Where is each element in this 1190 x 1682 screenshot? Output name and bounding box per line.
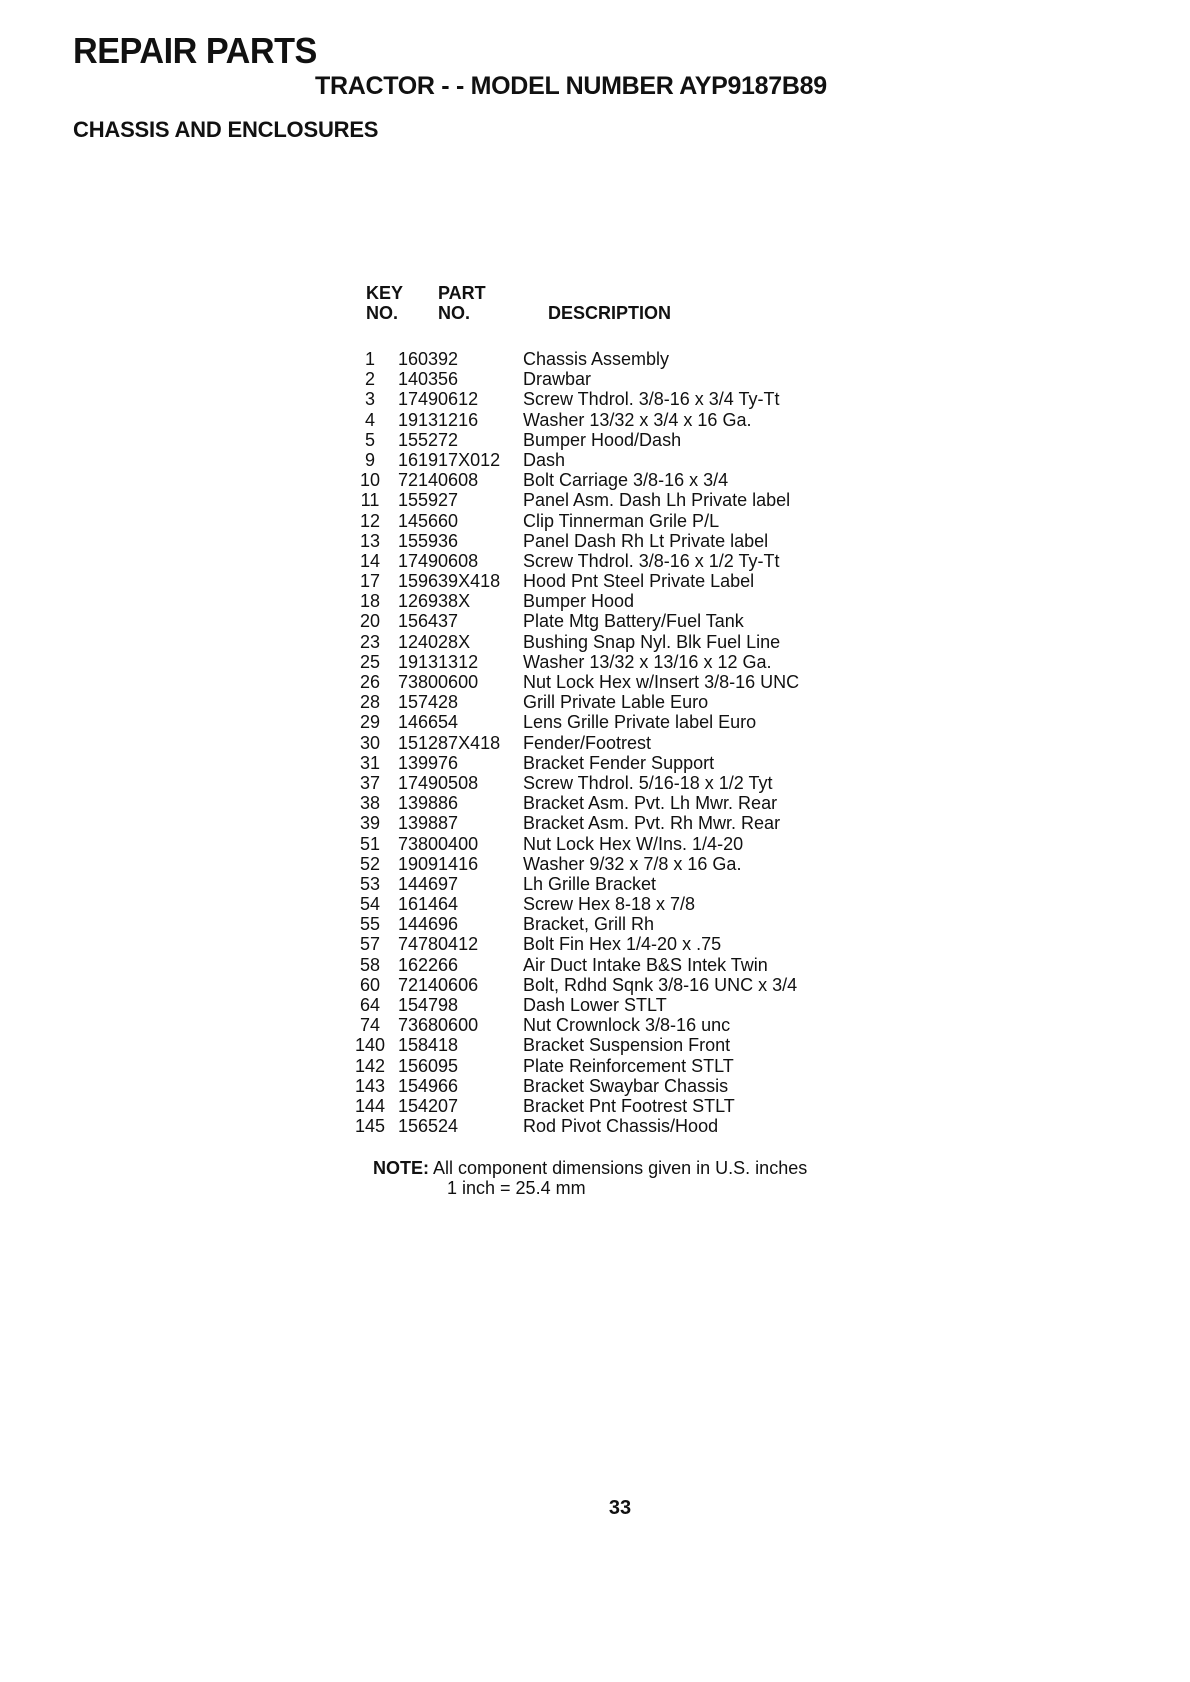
description-cell: Screw Thdrol. 5/16-18 x 1/2 Tyt [523, 772, 773, 793]
part-no-cell: 144697 [398, 873, 459, 894]
table-row [348, 672, 908, 692]
key-no-cell: 54 [359, 894, 381, 915]
part-no-header: PART NO. [438, 283, 486, 323]
note-line2: 1 inch = 25.4 mm [447, 1178, 586, 1198]
table-row [348, 834, 908, 854]
parts-list [348, 349, 908, 1136]
part-no-cell: 154207 [398, 1095, 459, 1116]
description-cell: Plate Reinforcement STLT [523, 1055, 734, 1076]
section-heading: CHASSIS AND ENCLOSURES [73, 117, 379, 142]
description-cell: Screw Hex 8-18 x 7/8 [523, 894, 696, 915]
description-cell: Clip Tinnerman Grile P/L [523, 510, 720, 531]
key-no-cell: 13 [359, 530, 381, 551]
table-row [348, 349, 908, 369]
description-cell: Dash [523, 449, 566, 470]
part-no-cell: 146654 [398, 712, 459, 733]
key-no-cell: 26 [359, 672, 381, 692]
key-no-cell: 143 [354, 1075, 386, 1096]
part-no-cell: 72140608 [398, 470, 479, 491]
table-row [348, 1096, 908, 1116]
table-row [348, 934, 908, 954]
key-no-cell: 11 [360, 490, 380, 511]
table-row [348, 955, 908, 975]
description-cell: Plate Mtg Battery/Fuel Tank [523, 611, 744, 632]
part-no-cell: 155936 [398, 530, 459, 551]
description-cell: Bracket Fender Support [523, 752, 715, 773]
description-cell: Bolt, Rdhd Sqnk 3/8-16 UNC x 3/4 [523, 974, 798, 995]
table-row [348, 773, 908, 793]
description-cell: Bolt Carriage 3/8-16 x 3/4 [523, 470, 729, 491]
key-no-cell: 14 [359, 550, 381, 571]
part-no-cell: 145660 [398, 510, 459, 531]
part-no-cell: 17490612 [398, 389, 479, 410]
key-no-cell: 9 [364, 449, 375, 470]
table-row [348, 450, 908, 470]
key-no-cell: 29 [359, 712, 381, 733]
part-no-cell: 161917X012 [398, 449, 501, 470]
key-no-cell: 142 [354, 1055, 386, 1076]
table-row [348, 1056, 908, 1076]
part-no-cell: 156095 [398, 1055, 459, 1076]
part-no-cell: 126938X [398, 591, 471, 612]
note [373, 1158, 807, 1198]
part-no-cell: 17490608 [398, 550, 479, 571]
description-cell: Bracket, Grill Rh [523, 914, 655, 935]
key-no-cell: 5 [364, 429, 375, 450]
table-row [348, 975, 908, 995]
description-cell: Nut Crownlock 3/8-16 unc [523, 1015, 731, 1036]
description-cell: Hood Pnt Steel Private Label [523, 571, 755, 592]
table-row [348, 1015, 908, 1035]
key-no-cell: 60 [359, 974, 381, 995]
table-row [348, 1076, 908, 1096]
description-cell: Washer 13/32 x 3/4 x 16 Ga. [523, 409, 752, 430]
description-cell: Washer 13/32 x 13/16 x 12 Ga. [523, 651, 772, 672]
description-cell: Bracket Pnt Footrest STLT [523, 1095, 735, 1116]
part-no-cell: 156437 [398, 611, 459, 632]
part-no-cell: 124028X [398, 631, 471, 652]
key-no-cell: 145 [354, 1116, 386, 1137]
key-no-cell: 4 [364, 409, 375, 430]
key-no-cell: 23 [359, 631, 381, 652]
key-no-cell: 58 [359, 954, 381, 975]
part-no-cell: 17490508 [398, 772, 479, 793]
description-cell: Panel Asm. Dash Lh Private label [523, 490, 791, 511]
table-row [348, 1116, 908, 1136]
key-no-cell: 28 [359, 692, 381, 713]
page-number: 33 [608, 1497, 632, 1519]
key-no-cell: 37 [359, 772, 381, 793]
note-line1: All component dimensions given in U.S. inches [433, 1158, 808, 1178]
key-no-cell: 39 [359, 813, 381, 834]
key-no-cell: 17 [359, 571, 381, 592]
table-row [348, 1035, 908, 1055]
table-row [348, 874, 908, 894]
description-cell: Screw Thdrol. 3/8-16 x 3/4 Ty-Tt [523, 389, 780, 410]
key-no-cell: 12 [359, 510, 381, 531]
page-title: REPAIR PARTS [73, 30, 317, 71]
part-no-cell: 158418 [398, 1035, 459, 1056]
key-no-cell: 52 [359, 853, 381, 874]
key-no-cell: 3 [364, 389, 375, 410]
key-no-cell: 55 [359, 914, 381, 935]
part-no-cell: 157428 [398, 692, 459, 713]
table-row [348, 551, 908, 571]
key-no-cell: 38 [359, 793, 381, 814]
table-row [348, 511, 908, 531]
table-row [348, 430, 908, 450]
description-cell: Nut Lock Hex w/Insert 3/8-16 UNC [523, 672, 800, 692]
key-no-cell: 10 [359, 470, 381, 491]
part-no-cell: 19091416 [398, 853, 479, 874]
part-no-cell: 160392 [398, 349, 459, 369]
part-no-cell: 151287X418 [398, 732, 501, 753]
description-cell: Nut Lock Hex W/Ins. 1/4-20 [523, 833, 744, 854]
description-cell: Bracket Swaybar Chassis [523, 1075, 729, 1096]
key-no-cell: 53 [359, 873, 381, 894]
table-row [348, 490, 908, 510]
key-no-cell: 1 [364, 349, 375, 369]
part-no-cell: 72140606 [398, 974, 479, 995]
description-cell: Panel Dash Rh Lt Private label [523, 530, 769, 551]
table-row [348, 571, 908, 591]
key-no-header: KEY NO. [366, 283, 404, 323]
part-no-cell: 155272 [398, 429, 459, 450]
key-no-cell: 30 [359, 732, 381, 753]
key-no-cell: 25 [359, 651, 381, 672]
part-no-cell: 156524 [398, 1116, 459, 1137]
description-cell: Rod Pivot Chassis/Hood [523, 1116, 719, 1137]
part-no-cell: 154798 [398, 995, 459, 1015]
key-no-cell: 31 [359, 752, 381, 773]
part-no-cell: 140356 [398, 369, 459, 390]
part-no-cell: 155927 [398, 490, 459, 511]
part-no-cell: 154966 [398, 1075, 459, 1096]
key-no-cell: 140 [354, 1035, 386, 1056]
table-row [348, 591, 908, 611]
description-cell: Bumper Hood [523, 591, 635, 612]
part-no-cell: 19131312 [398, 651, 479, 672]
description-cell: Fender/Footrest [523, 732, 652, 753]
table-row [348, 753, 908, 773]
key-no-cell: 20 [359, 611, 381, 632]
model-subtitle: TRACTOR - - MODEL NUMBER AYP9187B89 [315, 72, 827, 100]
description-cell: Bracket Suspension Front [523, 1035, 731, 1056]
description-cell: Bolt Fin Hex 1/4-20 x .75 [523, 934, 722, 955]
table-row [348, 813, 908, 833]
part-no-cell: 139886 [398, 793, 459, 814]
key-no-cell: 64 [359, 995, 381, 1015]
table-row [348, 733, 908, 753]
part-no-cell: 159639X418 [398, 571, 501, 592]
description-cell: Bracket Asm. Pvt. Rh Mwr. Rear [523, 813, 781, 834]
part-no-cell: 73800600 [398, 672, 479, 692]
part-no-cell: 139976 [398, 752, 459, 773]
key-no-cell: 57 [359, 934, 381, 955]
part-no-cell: 161464 [398, 894, 459, 915]
description-cell: Air Duct Intake B&S Intek Twin [523, 954, 768, 975]
key-no-cell: 18 [359, 591, 381, 612]
table-row [348, 470, 908, 490]
table-row [348, 389, 908, 409]
description-cell: Washer 9/32 x 7/8 x 16 Ga. [523, 853, 742, 874]
table-row [348, 531, 908, 551]
table-row [348, 894, 908, 914]
table-row [348, 652, 908, 672]
table-row [348, 914, 908, 934]
table-row [348, 712, 908, 732]
key-no-cell: 2 [364, 369, 375, 390]
part-no-cell: 19131216 [398, 409, 479, 430]
table-row [348, 632, 908, 652]
description-cell: Chassis Assembly [523, 349, 670, 369]
part-no-cell: 144696 [398, 914, 459, 935]
description-cell: Bracket Asm. Pvt. Lh Mwr. Rear [523, 793, 778, 814]
key-no-cell: 74 [359, 1015, 381, 1036]
description-cell: Bumper Hood/Dash [523, 429, 682, 450]
table-row [348, 369, 908, 389]
description-cell: Drawbar [523, 369, 592, 390]
table-row [348, 995, 908, 1015]
key-no-cell: 144 [354, 1095, 386, 1116]
part-no-cell: 139887 [398, 813, 459, 834]
part-no-cell: 73800400 [398, 833, 479, 854]
description-cell: Lh Grille Bracket [523, 873, 657, 894]
key-no-cell: 51 [359, 833, 381, 854]
description-cell: Dash Lower STLT [523, 995, 667, 1015]
table-row [348, 793, 908, 813]
part-no-cell: 74780412 [398, 934, 479, 955]
note-label: NOTE: [373, 1158, 429, 1178]
table-row [348, 854, 908, 874]
description-cell: Lens Grille Private label Euro [523, 712, 757, 733]
description-cell: Bushing Snap Nyl. Blk Fuel Line [523, 631, 781, 652]
table-row [348, 692, 908, 712]
part-no-cell: 73680600 [398, 1015, 479, 1036]
description-cell: Screw Thdrol. 3/8-16 x 1/2 Ty-Tt [523, 550, 780, 571]
part-no-cell: 162266 [398, 954, 459, 975]
description-header: DESCRIPTION [548, 303, 672, 323]
description-cell: Grill Private Lable Euro [523, 692, 709, 713]
table-row [348, 410, 908, 430]
table-row [348, 611, 908, 631]
